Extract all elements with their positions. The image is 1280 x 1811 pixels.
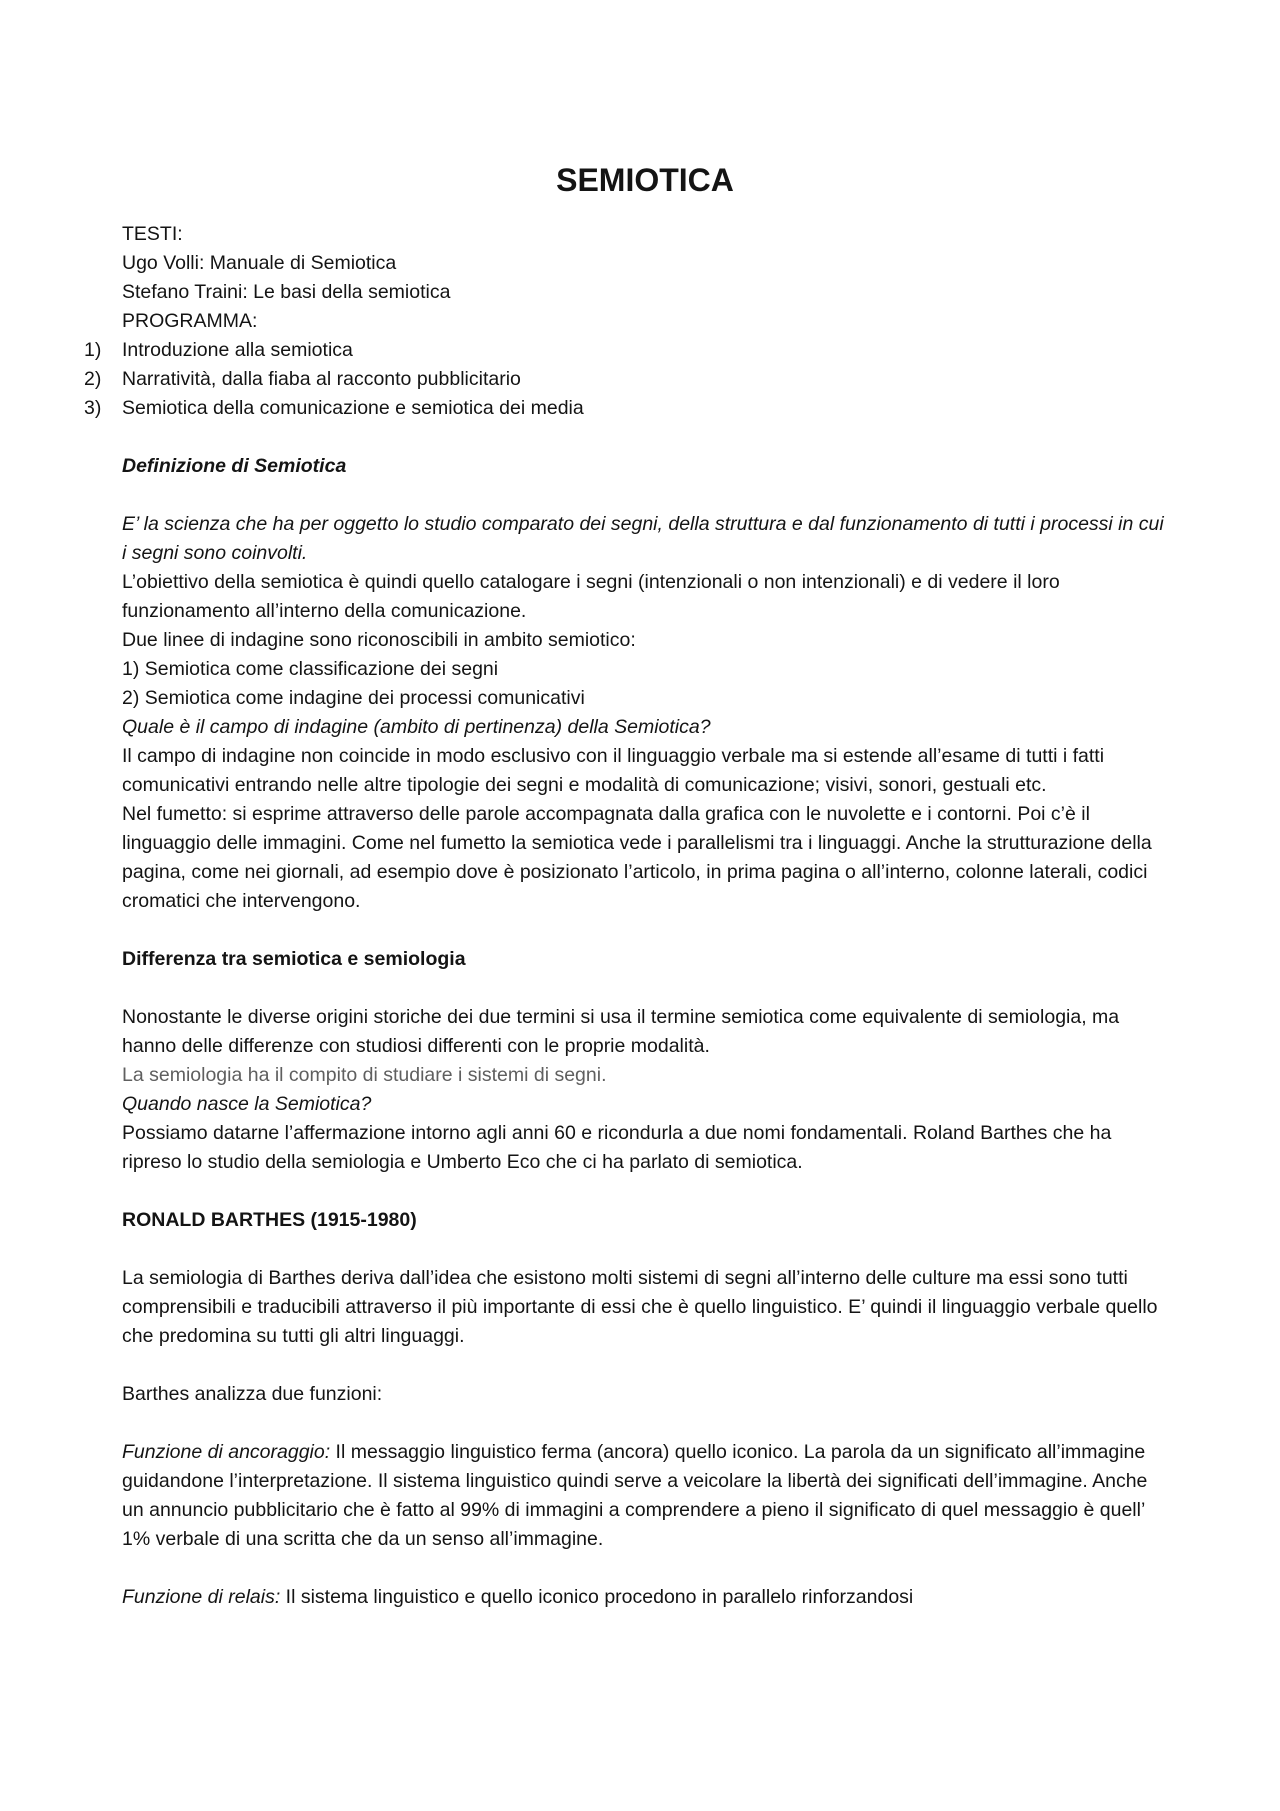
barthes-paragraph: La semiologia di Barthes deriva dall’idea che esistono molti sistemi di segni all’interno delle culture ma essi sono tutti comprensibili e traducibili attraverso il più importante di essi che è quello linguistico. E’ quindi il linguaggio verbale quello che predomina su tutti gli altri linguaggi.: [122, 1267, 1158, 1347]
ancoraggio-text: Il messaggio linguistico ferma (ancora) quello iconico. La parola da un significato all’immagine guidandone l’interpretazione. Il sistema linguistico quindi serve a veicolare la libertà dei significati dell’immagine. Anche un annuncio pubblicitario che è fatto al 99% di immagini a comprendere a pieno il significato di quel messaggio è quell’ 1% verbale di una scritta che da un senso all’immagine.: [122, 1441, 1148, 1550]
spacer: [122, 1409, 1172, 1438]
linee-intro: Due linee di indagine sono riconoscibili in ambito semiotico:: [122, 629, 636, 651]
fumetto-paragraph: Nel fumetto: si esprime attraverso delle parole accompagnata dalla grafica con le nuvolette e i contorni. Poi c’è il linguaggio delle immagini. Come nel fumetto la semiotica vede i parallelismi tra i linguaggi. Anche la strutturazione della pagina, come nei giornali, ad esempio dove è posizionato l’articolo, in prima pagina o all’interno, colonne laterali, codici cromatici che intervengono.: [122, 803, 1152, 912]
spacer: [122, 974, 1172, 1003]
programma-item: [84, 365, 1172, 394]
programma-label: PROGRAMMA:: [122, 310, 258, 332]
programma-item: [84, 394, 1172, 423]
testi-label: TESTI:: [122, 223, 183, 245]
spacer: [122, 481, 1172, 510]
nascita-question: Quando nasce la Semiotica?: [122, 1093, 372, 1115]
ancoraggio-label: Funzione di ancoraggio:: [122, 1441, 331, 1463]
semiologia-paragraph: La semiologia ha il compito di studiare i sistemi di segni.: [122, 1064, 607, 1086]
section-heading-differenza: Differenza tra semiotica e semiologia: [122, 948, 466, 970]
programma-text: Semiotica della comunicazione e semiotica dei media: [122, 397, 584, 419]
programma-item: [84, 336, 1172, 365]
spacer: [122, 916, 1172, 945]
linea-item: 2) Semiotica come indagine dei processi comunicativi: [122, 687, 585, 709]
document-body: [84, 220, 1172, 1612]
programma-text: Narratività, dalla fiaba al racconto pubblicitario: [122, 368, 521, 390]
page-title: SEMIOTICA: [556, 162, 734, 198]
differenza-paragraph: Nonostante le diverse origini storiche dei due termini si usa il termine semiotica come equivalente di semiologia, ma hanno delle differenze con studiosi differenti con le proprie modalità.: [122, 1006, 1120, 1057]
programma-text: Introduzione alla semiotica: [122, 339, 353, 361]
relais-text: Il sistema linguistico e quello iconico procedono in parallelo rinforzandosi: [280, 1586, 914, 1608]
spacer: [122, 1554, 1172, 1583]
spacer: [122, 1177, 1172, 1206]
spacer: [122, 423, 1172, 452]
section-heading-definizione: Definizione di Semiotica: [122, 455, 347, 477]
ancoraggio-paragraph: [122, 1438, 1172, 1554]
programma-number: 2): [84, 368, 102, 390]
campo-question: Quale è il campo di indagine (ambito di pertinenza) della Semiotica?: [122, 716, 711, 738]
spacer: [122, 1351, 1172, 1380]
relais-paragraph: [122, 1583, 1172, 1612]
campo-paragraph: Il campo di indagine non coincide in modo esclusivo con il linguaggio verbale ma si estende all’esame di tutti i fatti comunicativi entrando nelle altre tipologie dei segni e modalità di comunicazione; visivi, sonori, gestuali etc.: [122, 745, 1105, 796]
programma-number: 3): [84, 397, 102, 419]
testo-item: Stefano Traini: Le basi della semiotica: [122, 281, 451, 303]
obiettivo-paragraph: L’obiettivo della semiotica è quindi quello catalogare i segni (intenzionali o non intenzionali) e di vedere il loro funzionamento all’interno della comunicazione.: [122, 571, 1060, 622]
linea-item: 1) Semiotica come classificazione dei segni: [122, 658, 499, 680]
funzioni-intro: Barthes analizza due funzioni:: [122, 1383, 383, 1405]
section-heading-barthes: RONALD BARTHES (1915-1980): [122, 1209, 417, 1231]
testo-item: Ugo Volli: Manuale di Semiotica: [122, 252, 397, 274]
nascita-paragraph: Possiamo datarne l’affermazione intorno agli anni 60 e ricondurla a due nomi fondamentali. Roland Barthes che ha ripreso lo studio della semiologia e Umberto Eco che ci ha parlato di semiotica.: [122, 1122, 1112, 1173]
definition-paragraph: E’ la scienza che ha per oggetto lo studio comparato dei segni, della struttura e dal funzionamento di tutti i processi in cui i segni sono coinvolti.: [122, 513, 1164, 564]
relais-label: Funzione di relais:: [122, 1586, 281, 1608]
programma-number: 1): [84, 339, 102, 361]
spacer: [122, 1235, 1172, 1264]
